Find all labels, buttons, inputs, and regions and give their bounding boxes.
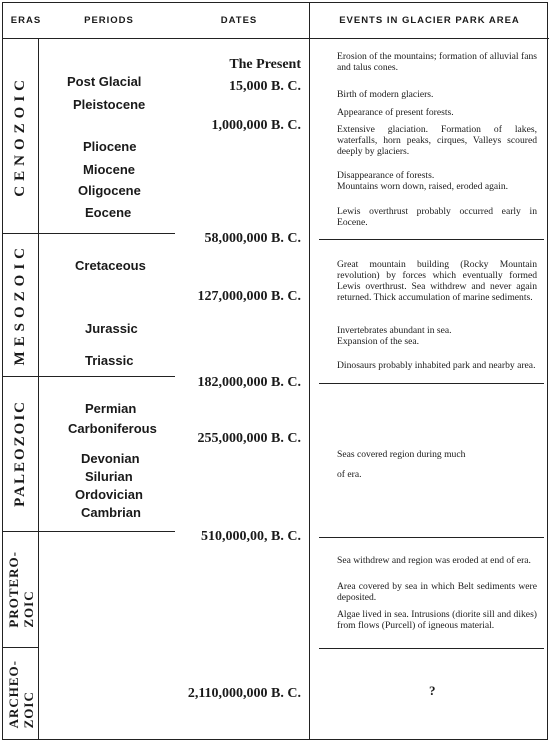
era-cenozoic: CENOZOIC xyxy=(12,75,28,197)
date-182000000-bc: 182,000,000 B. C. xyxy=(197,375,301,390)
event-cenozoic-forest-loss: Disappearance of forests. xyxy=(337,170,435,181)
events-separator xyxy=(319,239,544,240)
events-separator xyxy=(319,537,544,538)
event-cenozoic-overthrust: Lewis overthrust probably occurred early in Eocene. xyxy=(337,206,537,228)
period-triassic: Triassic xyxy=(85,353,134,368)
event-mesozoic-sea-expansion: Expansion of the sea. xyxy=(337,336,420,347)
period-post-glacial: Post Glacial xyxy=(67,74,142,89)
period-permian: Permian xyxy=(85,401,137,416)
period-separator xyxy=(38,233,175,234)
date-2110000000-bc: 2,110,000,000 B. C. xyxy=(187,686,301,701)
event-proterozoic-belt-sediments: Area covered by sea in which Belt sediments were deposited. xyxy=(337,581,537,603)
event-cenozoic-glaciation: Extensive glaciation. Formation of lakes, waterfalls, horn peaks, cirques, Valleys scoured deeply by glaciers. xyxy=(337,124,537,157)
period-miocene: Miocene xyxy=(83,162,136,177)
date-127000000-bc: 127,000,000 B. C. xyxy=(197,289,301,304)
date-present: The Present xyxy=(229,57,301,72)
era-paleozoic: PALEOZOIC xyxy=(12,400,28,507)
period-silurian: Silurian xyxy=(85,469,133,484)
events-column-divider xyxy=(309,3,310,739)
event-cenozoic-mountains: Mountains worn down, raised, eroded again. xyxy=(337,181,509,192)
date-1000000-bc: 1,000,000 B. C. xyxy=(211,118,301,133)
header-events: EVENTS IN GLACIER PARK AREA xyxy=(309,3,549,39)
period-ordovician: Ordovician xyxy=(75,487,143,502)
events-separator xyxy=(319,383,544,384)
period-eocene: Eocene xyxy=(85,205,132,220)
era-archeozoic: ARCHEO- ZOIC xyxy=(5,659,36,729)
event-cenozoic-glaciers: Birth of modern glaciers. xyxy=(337,89,434,100)
date-58000000-bc: 58,000,000 B. C. xyxy=(204,231,301,246)
period-carboniferous: Carboniferous xyxy=(68,421,157,436)
events-separator xyxy=(319,648,544,649)
period-pleistocene: Pleistocene xyxy=(73,97,146,112)
period-separator xyxy=(38,376,175,377)
event-mesozoic-mountain-building: Great mountain building (Rocky Mountain revolution) by forces which eventually formed Lewis overthrust. Sea withdrew and never again returned. Thick accumulation of marine sediments. xyxy=(337,259,537,303)
era-separator xyxy=(3,233,38,234)
era-column-divider xyxy=(38,39,39,739)
event-mesozoic-dinosaurs: Dinosaurs probably inhabited park and nearby area. xyxy=(337,360,536,371)
date-510000000-bc: 510,000,00, B. C. xyxy=(201,529,301,544)
era-separator xyxy=(3,647,38,648)
event-cenozoic-forests: Appearance of present forests. xyxy=(337,107,454,118)
period-oligocene: Oligocene xyxy=(78,183,141,198)
event-mesozoic-invertebrates: Invertebrates abundant in sea. xyxy=(337,325,452,336)
event-paleozoic-era: of era. xyxy=(337,469,362,480)
period-cambrian: Cambrian xyxy=(81,505,141,520)
period-devonian: Devonian xyxy=(81,451,140,466)
header-dates: DATES xyxy=(169,3,309,39)
event-proterozoic-algae: Algae lived in sea. Intrusions (diorite sill and dikes) from flows (Purcell) of igneous material. xyxy=(337,609,537,631)
era-proterozoic: PROTERO- ZOIC xyxy=(5,550,36,628)
event-cenozoic-erosion: Erosion of the mountains; formation of alluvial fans and talus cones. xyxy=(337,51,537,73)
period-pliocene: Pliocene xyxy=(83,139,137,154)
geologic-time-table xyxy=(2,2,548,740)
period-jurassic: Jurassic xyxy=(85,321,138,336)
event-paleozoic-seas: Seas covered region during much xyxy=(337,449,466,460)
event-archeozoic-unknown: ? xyxy=(429,683,436,698)
period-separator xyxy=(38,531,175,532)
event-proterozoic-sea-withdrew: Sea withdrew and region was eroded at end of era. xyxy=(337,555,531,566)
date-255000000-bc: 255,000,000 B. C. xyxy=(197,431,301,446)
period-cretaceous: Cretaceous xyxy=(75,258,146,273)
header-eras: ERAS xyxy=(3,3,49,39)
era-separator xyxy=(3,531,38,532)
header-periods: PERIODS xyxy=(49,3,169,39)
date-15000-bc: 15,000 B. C. xyxy=(229,79,301,94)
era-separator xyxy=(3,376,38,377)
era-mesozoic: MESOZOIC xyxy=(12,243,28,366)
